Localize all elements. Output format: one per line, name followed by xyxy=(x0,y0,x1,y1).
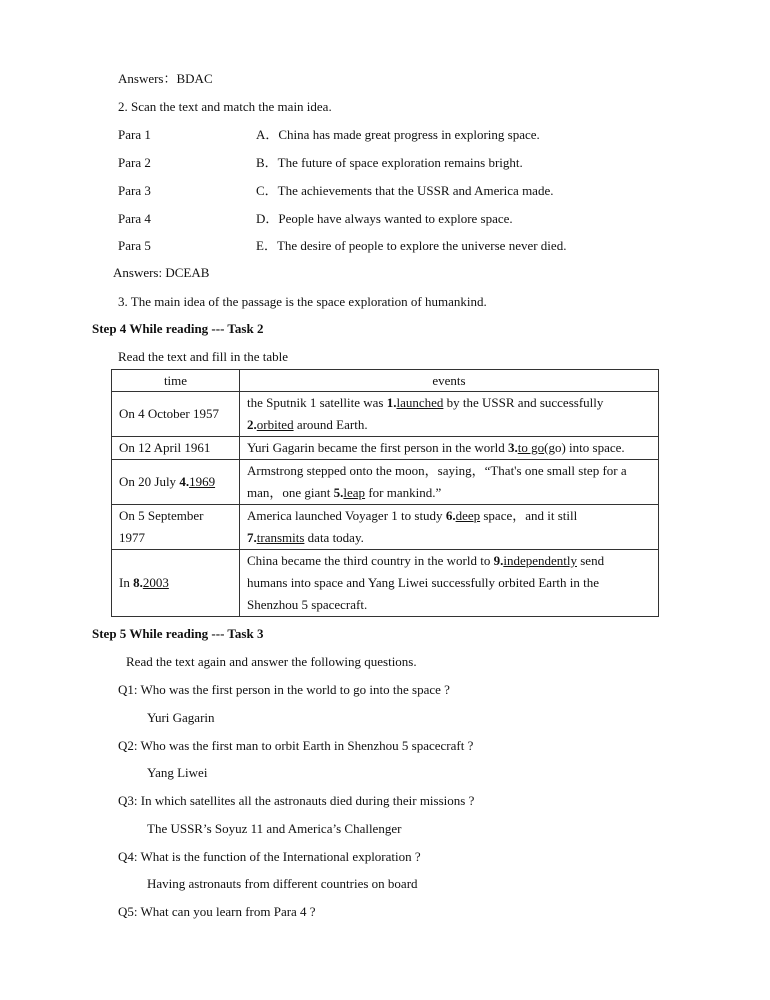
event-cell xyxy=(240,505,659,550)
event-cell xyxy=(240,437,659,460)
answer: The USSR’s Soyuz 11 and America’s Challenger xyxy=(147,821,402,836)
blank-answer: 2003 xyxy=(142,575,169,590)
blank-answer: 1969 xyxy=(189,474,216,489)
answer: Yuri Gagarin xyxy=(147,710,215,725)
answer: Having astronauts from different countries on board xyxy=(147,876,418,891)
events-table xyxy=(111,369,659,617)
main-idea-option: B．The future of space exploration remains bright. xyxy=(256,155,523,170)
time-cell xyxy=(112,550,240,617)
event-text: (go) into space. xyxy=(544,440,625,455)
table-row xyxy=(112,550,659,617)
event-text: around Earth. xyxy=(293,417,368,432)
main-idea-statement: 3. The main idea of the passage is the space exploration of humankind. xyxy=(118,294,487,309)
main-idea-option: C．The achievements that the USSR and America made. xyxy=(256,183,554,198)
blank-number: 9. xyxy=(493,553,504,568)
event-cell xyxy=(240,460,659,505)
answer: Yang Liwei xyxy=(147,765,208,780)
para-label: Para 1 xyxy=(118,127,151,142)
time-text: 1977 xyxy=(119,530,145,545)
column-header-events: events xyxy=(240,370,659,392)
column-header-time: time xyxy=(112,370,240,392)
blank-number: 1. xyxy=(386,395,397,410)
event-text: by the USSR and successfully xyxy=(443,395,604,410)
blank-answer: to go xyxy=(517,440,545,455)
event-text: the Sputnik 1 satellite was xyxy=(247,395,387,410)
scan-instruction: 2. Scan the text and match the main idea. xyxy=(118,99,332,114)
para-label: Para 4 xyxy=(118,211,151,226)
time-text: On 20 July xyxy=(119,474,180,489)
para-label: Para 5 xyxy=(118,238,151,253)
time-text: In xyxy=(119,575,134,590)
question: Q1: Who was the first person in the world to go into the space ? xyxy=(118,682,450,697)
blank-answer: independently xyxy=(503,553,577,568)
event-text: Yuri Gagarin became the first person in the world xyxy=(247,440,509,455)
event-text: send xyxy=(576,553,605,568)
time-cell: On 4 October 1957 xyxy=(112,392,240,437)
table-header-row xyxy=(112,370,659,392)
blank-answer: orbited xyxy=(256,417,294,432)
event-text: data today. xyxy=(304,530,364,545)
time-text: On 5 September xyxy=(119,508,204,523)
blank-number: 3. xyxy=(508,440,518,455)
event-text: Shenzhou 5 spacecraft. xyxy=(247,597,368,612)
question: Q4: What is the function of the International exploration ? xyxy=(118,849,421,864)
blank-number: 8. xyxy=(133,575,143,590)
blank-number: 2. xyxy=(247,417,257,432)
blank-answer: launched xyxy=(396,395,444,410)
event-text: China became the third country in the world to xyxy=(247,553,494,568)
question: Q3: In which satellites all the astronauts died during their missions ? xyxy=(118,793,475,808)
main-idea-option: E．The desire of people to explore the universe never died. xyxy=(256,238,567,253)
table-row xyxy=(112,392,659,437)
event-text: Armstrong stepped onto the moon，saying，“That's one small step for a xyxy=(247,463,627,478)
step4-instruction: Read the text and fill in the table xyxy=(118,349,289,364)
step4-heading: Step 4 While reading --- Task 2 xyxy=(92,321,264,336)
time-cell xyxy=(112,460,240,505)
blank-answer: transmits xyxy=(256,530,305,545)
main-idea-option: A．China has made great progress in exploring space. xyxy=(256,127,540,142)
para-label: Para 2 xyxy=(118,155,151,170)
blank-number: 6. xyxy=(445,508,456,523)
step5-heading: Step 5 While reading --- Task 3 xyxy=(92,626,264,641)
table-row xyxy=(112,505,659,550)
table-row xyxy=(112,460,659,505)
answers-line-1: Answers：BDAC xyxy=(118,71,213,86)
event-text: space，and it still xyxy=(480,508,578,523)
event-cell xyxy=(240,392,659,437)
para-label: Para 3 xyxy=(118,183,151,198)
answers-line-2: Answers: DCEAB xyxy=(113,265,210,280)
step5-instruction: Read the text again and answer the following questions. xyxy=(126,654,417,669)
time-cell: On 12 April 1961 xyxy=(112,437,240,460)
event-text: humans into space and Yang Liwei successfully orbited Earth in the xyxy=(247,575,600,590)
event-text: America launched Voyager 1 to study xyxy=(247,508,446,523)
blank-number: 4. xyxy=(179,474,190,489)
blank-number: 7. xyxy=(247,530,257,545)
table-row xyxy=(112,437,659,460)
blank-answer: deep xyxy=(455,508,481,523)
main-idea-option: D．People have always wanted to explore space. xyxy=(256,211,513,226)
blank-answer: leap xyxy=(343,485,366,500)
event-cell xyxy=(240,550,659,617)
blank-number: 5. xyxy=(333,485,344,500)
event-text: for mankind.” xyxy=(365,485,442,500)
question: Q2: Who was the first man to orbit Earth in Shenzhou 5 spacecraft ? xyxy=(118,738,474,753)
event-text: man，one giant xyxy=(247,485,334,500)
question: Q5: What can you learn from Para 4 ? xyxy=(118,904,316,919)
time-cell xyxy=(112,505,240,550)
